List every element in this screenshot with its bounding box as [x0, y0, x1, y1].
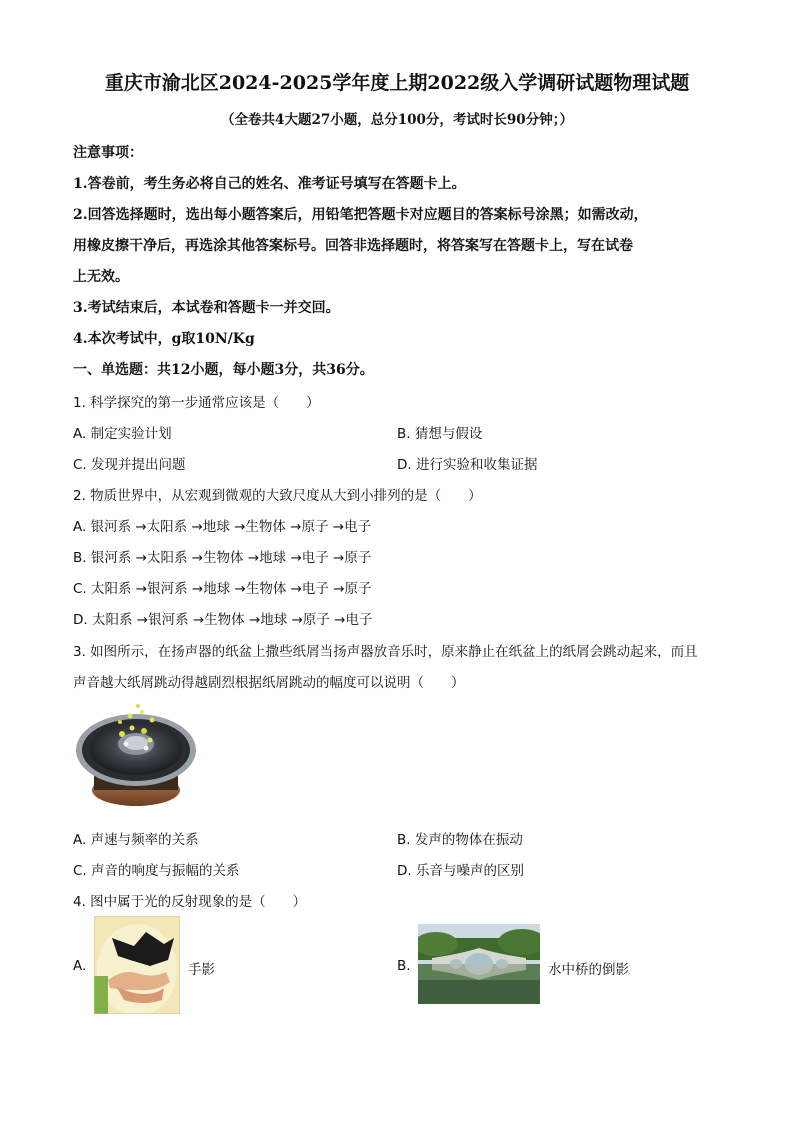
- q2-option-a: A. 银河系 →太阳系 →地球 →生物体 →原子 →电子: [73, 519, 372, 535]
- q4-option-b-label: B.: [397, 958, 411, 974]
- q3-stem-line-1: 3. 如图所示，在扬声器的纸盆上撒些纸屑当扬声器放音乐时，原来静止在纸盆上的纸屑会跳动起来，而且: [73, 644, 698, 660]
- q1-option-a: A. 制定实验计划: [73, 426, 172, 442]
- bridge-reflection-illustration: [418, 924, 540, 1004]
- hand-shadow-image: [94, 916, 180, 1014]
- q1-option-d: D. 进行实验和收集证据: [397, 457, 538, 473]
- q2-option-d: D. 太阳系 →银河系 →生物体 →地球 →原子 →电子: [73, 612, 373, 628]
- q3-option-d: D. 乐音与噪声的区别: [397, 863, 524, 879]
- notes-heading: 注意事项：: [73, 145, 143, 161]
- note-2-line-1: 2.回答选择题时，选出每小题答案后，用铅笔把答题卡对应题目的答案标号涂黑；如需改动，: [73, 207, 648, 223]
- q1-stem: 1. 科学探究的第一步通常应该是（ ）: [73, 395, 320, 411]
- note-3: 3.考试结束后，本试卷和答题卡一并交回。: [73, 300, 340, 316]
- q2-option-c: C. 太阳系 →银河系 →地球 →生物体 →电子 →原子: [73, 581, 372, 597]
- speaker-illustration: [72, 698, 200, 818]
- note-4: 4.本次考试中，g取10N/Kg: [73, 331, 255, 347]
- q3-option-a: A. 声速与频率的关系: [73, 832, 199, 848]
- section-1-heading: 一、单选题：共12小题，每小题3分，共36分。: [73, 362, 374, 378]
- hand-shadow-illustration: [94, 916, 180, 1014]
- q4-option-a-caption: 手影: [188, 962, 215, 978]
- q1-option-c: C. 发现并提出问题: [73, 457, 186, 473]
- note-1: 1.答卷前，考生务必将自己的姓名、准考证号填写在答题卡上。: [73, 176, 466, 192]
- speaker-image: [72, 698, 200, 818]
- q2-option-b: B. 银河系 →太阳系 →生物体 →地球 →电子 →原子: [73, 550, 372, 566]
- q3-option-b: B. 发声的物体在振动: [397, 832, 523, 848]
- q3-option-c: C. 声音的响度与振幅的关系: [73, 863, 240, 879]
- note-2-line-3: 上无效。: [73, 269, 129, 285]
- q3-stem-line-2: 声音越大纸屑跳动得越剧烈根据纸屑跳动的幅度可以说明（ ）: [73, 675, 465, 691]
- q1-option-b: B. 猜想与假设: [397, 426, 483, 442]
- exam-title: 重庆市渝北区2024-2025学年度上期2022级入学调研试题物理试题: [104, 72, 690, 94]
- q4-option-a-label: A.: [73, 958, 87, 974]
- q4-stem: 4. 图中属于光的反射现象的是（ ）: [73, 894, 307, 910]
- q4-option-b-caption: 水中桥的倒影: [548, 962, 629, 978]
- bridge-reflection-image: [418, 924, 540, 1004]
- note-2-line-2: 用橡皮擦干净后，再选涂其他答案标号。回答非选择题时，将答案写在答题卡上，写在试卷: [73, 238, 633, 254]
- exam-subtitle: （全卷共4大题27小题，总分100分，考试时长90分钟；）: [221, 112, 573, 128]
- q2-stem: 2. 物质世界中，从宏观到微观的大致尺度从大到小排列的是（ ）: [73, 488, 482, 504]
